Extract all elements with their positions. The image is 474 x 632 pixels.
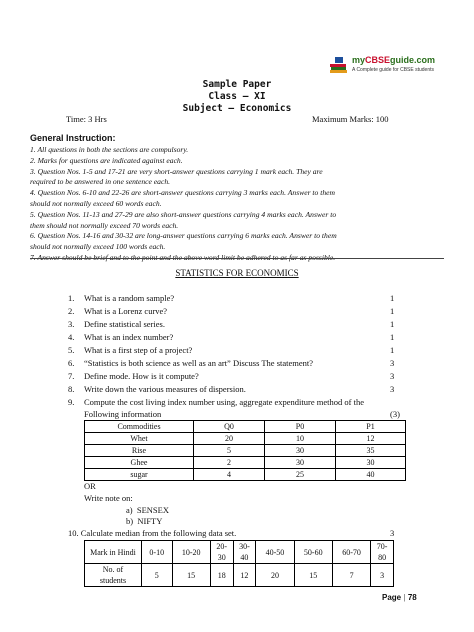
table-row — [85, 457, 406, 469]
write-note-label: Write note on: — [84, 493, 133, 503]
table-cell: 5 — [142, 564, 173, 587]
table-header-cell: P0 — [265, 421, 336, 433]
question-10-text: 10. Calculate median from the following data set. — [68, 528, 237, 538]
question-text: Define statistical series. — [84, 319, 165, 329]
table-cell: 20 — [194, 433, 265, 445]
table-cell: 0-10 — [142, 541, 173, 564]
question-number: 6. — [68, 358, 75, 368]
table-cell: Ghee — [85, 457, 194, 469]
footer-label: Page — [382, 593, 402, 602]
instructions-title: General Instruction: — [30, 133, 116, 143]
note-text: NIFTY — [137, 516, 163, 526]
table-cell: 12 — [233, 564, 256, 587]
max-marks-label: Maximum Marks: 100 — [312, 114, 389, 124]
question-text: “Statistics is both science as well as an art” Discuss The statement? — [84, 358, 314, 368]
question-number: 4. — [68, 332, 75, 342]
table-cell: 2 — [194, 457, 265, 469]
question-text: What is a random sample? — [84, 293, 175, 303]
question-number: 9. — [68, 397, 75, 407]
logo-brand: myCBSEguide.com — [352, 55, 436, 65]
question-number: 1. — [68, 293, 75, 303]
header-class: Class – XI — [208, 91, 266, 102]
table-cell: No. of students — [85, 564, 142, 587]
median-table — [84, 540, 394, 587]
page-number: 78 — [407, 593, 417, 602]
question-number: 3. — [68, 319, 75, 329]
table-cell: 30 — [336, 457, 406, 469]
table-cell: 10 — [265, 433, 336, 445]
question-marks: 1 — [390, 345, 395, 355]
question-text: Compute the cost living index number using, aggregate expenditure method of the — [84, 397, 364, 407]
header-subject: Subject – Economics — [182, 103, 292, 114]
table-cell: 18 — [210, 564, 233, 587]
table-cell: 25 — [265, 469, 336, 481]
table-header-cell: Commodities — [85, 421, 194, 433]
logo-tagline: A Complete guide for CBSE students — [352, 67, 434, 73]
note-label: b) — [126, 516, 134, 526]
or-label: OR — [84, 481, 96, 491]
table-cell: Whet — [85, 433, 194, 445]
commodities-table — [84, 420, 406, 481]
question-text: What is an index number? — [84, 332, 174, 342]
table-cell: 50-60 — [294, 541, 332, 564]
table-cell: 12 — [336, 433, 406, 445]
section-title: STATISTICS FOR ECONOMICS — [175, 268, 299, 278]
question-marks: 1 — [390, 332, 395, 342]
table-header-cell: Q0 — [194, 421, 265, 433]
instructions-list — [30, 145, 450, 264]
question-text: What is a first step of a project? — [84, 345, 193, 355]
table-cell: 5 — [194, 445, 265, 457]
table-cell: 3 — [371, 564, 394, 587]
question-marks: 1 — [390, 293, 395, 303]
table-row — [85, 564, 394, 587]
table-cell: 15 — [172, 564, 210, 587]
table-header-cell: P1 — [336, 421, 406, 433]
question-marks: 3 — [390, 528, 395, 538]
table-cell: 70- 80 — [371, 541, 394, 564]
instruction-line: 4. Question Nos. 6-10 and 22-26 are short-answer questions carrying 3 marks each. Answer to them — [30, 188, 335, 198]
time-label: Time: 3 Hrs — [66, 114, 107, 124]
question-marks: 1 — [390, 306, 395, 316]
question-marks: 3 — [390, 384, 395, 394]
question-marks: (3) — [390, 409, 400, 419]
table-cell: 60-70 — [332, 541, 370, 564]
footer-separator: | — [403, 593, 406, 602]
question-text: What is a Lorenz curve? — [84, 306, 168, 316]
question-text: Write down the various measures of dispersion. — [84, 384, 246, 394]
question-number: 5. — [68, 345, 75, 355]
question-text-continued: Following information — [84, 409, 162, 419]
note-item — [126, 505, 169, 515]
instruction-line: 1. All questions in both the sections are compulsory. — [30, 145, 189, 154]
table-cell: 40 — [336, 469, 406, 481]
instruction-line: should not normally exceed 100 words each. — [30, 242, 166, 252]
table-cell: 4 — [194, 469, 265, 481]
note-text: SENSEX — [136, 505, 169, 515]
table-row — [85, 469, 406, 481]
table-cell: 15 — [294, 564, 332, 587]
question-number: 7. — [68, 371, 75, 381]
page-footer — [382, 593, 417, 602]
table-cell: 30- 40 — [233, 541, 256, 564]
instruction-line: should not normally exceed 60 words each. — [30, 198, 162, 208]
table-header-row — [85, 421, 406, 433]
question-marks: 3 — [390, 371, 395, 381]
table-cell: 30 — [265, 457, 336, 469]
question-marks: 1 — [390, 319, 395, 329]
question-number: 8. — [68, 384, 75, 394]
table-cell: 30 — [265, 445, 336, 457]
table-cell: 40-50 — [256, 541, 294, 564]
instruction-line: 6. Question Nos. 14-16 and 30-32 are long-answer questions carrying 6 marks each. Answer to them — [30, 231, 337, 241]
table-row — [85, 433, 406, 445]
question-text: Define mode. How is it compute? — [84, 371, 199, 381]
instruction-line: 5. Question Nos. 11-13 and 27-29 are also short-answer questions carrying 4 marks each. Answer to — [30, 209, 337, 219]
table-row — [85, 445, 406, 457]
instruction-line: 3. Question Nos. 1-5 and 17-21 are very short-answer questions carrying 1 mark each. They are — [30, 166, 323, 176]
question-marks: 3 — [390, 358, 395, 368]
instruction-line: 2. Marks for questions are indicated against each. — [30, 155, 183, 165]
table-cell: Mark in Hindi — [85, 541, 142, 564]
header-title: Sample Paper — [202, 79, 272, 90]
table-cell: Rise — [85, 445, 194, 457]
table-cell: 7 — [332, 564, 370, 587]
table-row — [85, 541, 394, 564]
divider — [30, 258, 444, 259]
table-cell: 20- 30 — [210, 541, 233, 564]
instruction-line: required to be answered in one sentence each. — [30, 177, 171, 187]
table-cell: 10-20 — [172, 541, 210, 564]
table-cell: sugar — [85, 469, 194, 481]
note-label: a) — [126, 505, 133, 515]
table-cell: 35 — [336, 445, 406, 457]
instruction-line: them should not normally exceed 70 words each. — [30, 220, 179, 230]
site-logo — [328, 54, 446, 80]
books-logo-icon — [328, 54, 350, 76]
table-cell: 20 — [256, 564, 294, 587]
note-item — [126, 516, 162, 526]
question-number: 2. — [68, 306, 75, 316]
